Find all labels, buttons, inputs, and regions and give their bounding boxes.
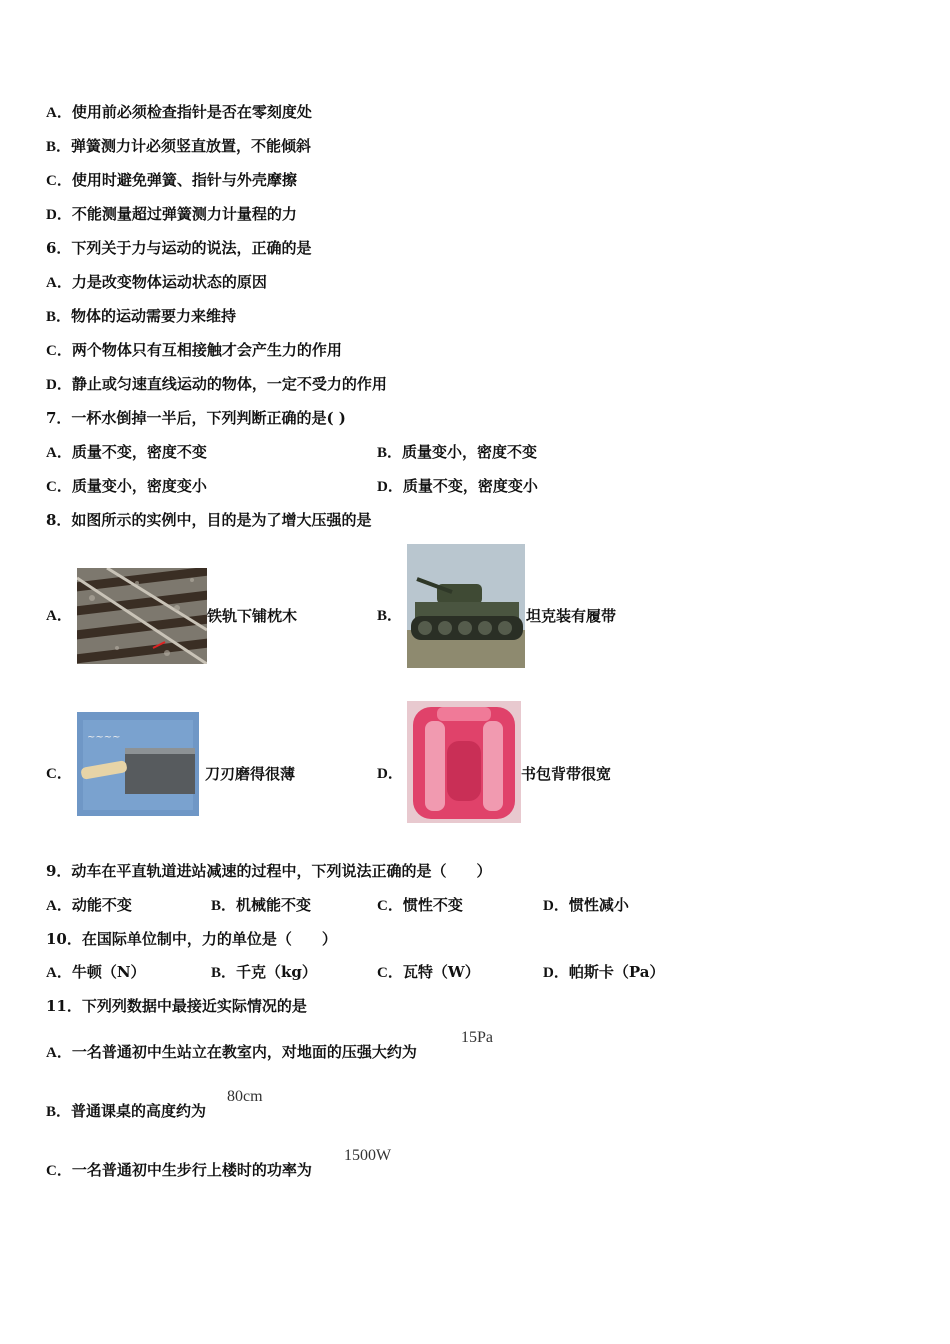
option-text: 力是改变物体运动状态的原因	[71, 273, 267, 291]
q7-option-d	[377, 476, 538, 497]
option-text: 帕斯卡（Pa）	[568, 963, 665, 981]
q7-option-c	[46, 476, 207, 497]
option-text: 动能不变	[71, 896, 132, 914]
option-label: C．	[46, 1163, 72, 1179]
option-text: 瓦特（W）	[402, 963, 480, 981]
option-text: 质量不变，密度不变	[71, 443, 207, 461]
q5-option-a	[46, 102, 312, 123]
q11-option-a	[46, 1042, 417, 1063]
q10-option-d	[543, 962, 664, 983]
option-text: 质量变小，密度不变	[402, 443, 538, 461]
option-text: 惯性减小	[568, 896, 629, 914]
option-text: 惯性不变	[402, 896, 463, 914]
option-label: A．	[46, 898, 72, 914]
q6-option-c	[46, 340, 342, 361]
q11-option-c-value: 1500W	[344, 1147, 392, 1164]
q7-option-b	[377, 442, 537, 463]
option-text: 普通课桌的高度约为	[71, 1102, 207, 1120]
option-label: C．	[377, 898, 403, 914]
option-text: 弹簧测力计必须竖直放置，不能倾斜	[71, 137, 312, 155]
option-text: 不能测量超过弹簧测力计量程的力	[71, 205, 297, 223]
q7-option-a	[46, 442, 207, 463]
option-label: B．	[46, 309, 72, 325]
q11-option-a-value: 15Pa	[461, 1029, 493, 1046]
option-label: C．	[46, 173, 72, 189]
option-text: 质量变小，密度变小	[71, 477, 207, 495]
option-label: B．	[377, 445, 403, 461]
q8-option-c-caption: 刀刃磨得很薄	[205, 765, 296, 783]
q9-option-c	[377, 895, 463, 916]
svg-text:~~~~: ~~~~	[87, 732, 121, 743]
option-label: D．	[46, 377, 72, 393]
option-label: D．	[543, 898, 569, 914]
tank-tracks-photo	[407, 544, 525, 668]
q5-option-c	[46, 170, 297, 191]
option-label: C．	[377, 965, 403, 981]
q11-option-b	[46, 1101, 206, 1122]
q9-option-b	[211, 895, 311, 916]
q5-option-d	[46, 204, 297, 225]
q8-option-d-caption: 书包背带很宽	[521, 765, 612, 783]
option-text: 一名普通初中生步行上楼时的功率为	[71, 1161, 312, 1179]
q9-stem: 9．动车在平直轨道进站减速的过程中，下列说法正确的是（ ）	[46, 862, 492, 880]
q11-option-b-value: 80cm	[227, 1088, 263, 1105]
option-text: 使用时避免弹簧、指针与外壳摩擦	[71, 171, 297, 189]
option-text: 质量不变，密度变小	[402, 477, 538, 495]
q5-option-b	[46, 136, 311, 157]
option-text: 两个物体只有互相接触才会产生力的作用	[71, 341, 342, 359]
option-text: 使用前必须检查指针是否在零刻度处	[71, 103, 312, 121]
option-text: 机械能不变	[236, 896, 312, 914]
option-label: B．	[211, 965, 237, 981]
q8-option-b-caption: 坦克装有履带	[526, 607, 617, 625]
q10-stem: 10．在国际单位制中，力的单位是（ ）	[46, 930, 337, 948]
q8-option-a-label: A．	[46, 608, 72, 624]
schoolbag-straps-photo	[407, 701, 521, 823]
q6-option-a	[46, 272, 267, 293]
option-text: 一名普通初中生站立在教室内，对地面的压强大约为	[71, 1043, 417, 1061]
option-label: A．	[46, 445, 72, 461]
option-label: B．	[46, 139, 72, 155]
option-label: C．	[46, 343, 72, 359]
q8-option-c-label: C．	[46, 766, 72, 782]
option-text: 千克（kg）	[236, 963, 317, 981]
q7-stem: 7．一杯水倒掉一半后，下列判断正确的是( )	[46, 409, 346, 427]
q11-stem: 11．下列列数据中最接近实际情况的是	[46, 997, 307, 1015]
option-label: B．	[46, 1104, 72, 1120]
q11-option-c	[46, 1160, 312, 1181]
railway-sleepers-photo	[77, 568, 207, 664]
q8-stem: 8．如图所示的实例中，目的是为了增大压强的是	[46, 511, 372, 529]
option-text: 牛顿（N）	[71, 963, 146, 981]
q8-option-a-caption: 铁轨下铺枕木	[207, 607, 298, 625]
q10-option-a	[46, 962, 146, 983]
q10-option-b	[211, 962, 317, 983]
option-label: B．	[211, 898, 237, 914]
option-text: 物体的运动需要力来维持	[71, 307, 237, 325]
q10-option-c	[377, 962, 480, 983]
option-label: A．	[46, 275, 72, 291]
option-label: D．	[46, 207, 72, 223]
option-label: A．	[46, 105, 72, 121]
option-label: A．	[46, 965, 72, 981]
q6-stem: 6．下列关于力与运动的说法，正确的是	[46, 239, 312, 257]
q9-option-d	[543, 895, 629, 916]
option-label: D．	[543, 965, 569, 981]
q6-option-d	[46, 374, 387, 395]
q6-option-b	[46, 306, 236, 327]
option-label: C．	[46, 479, 72, 495]
option-label: A．	[46, 1045, 72, 1061]
q8-option-d-label: D．	[377, 766, 403, 782]
cleaver-knife-photo	[77, 712, 199, 816]
option-text: 静止或匀速直线运动的物体，一定不受力的作用	[71, 375, 387, 393]
option-label: D．	[377, 479, 403, 495]
q8-option-b-label: B．	[377, 608, 403, 624]
q9-option-a	[46, 895, 132, 916]
